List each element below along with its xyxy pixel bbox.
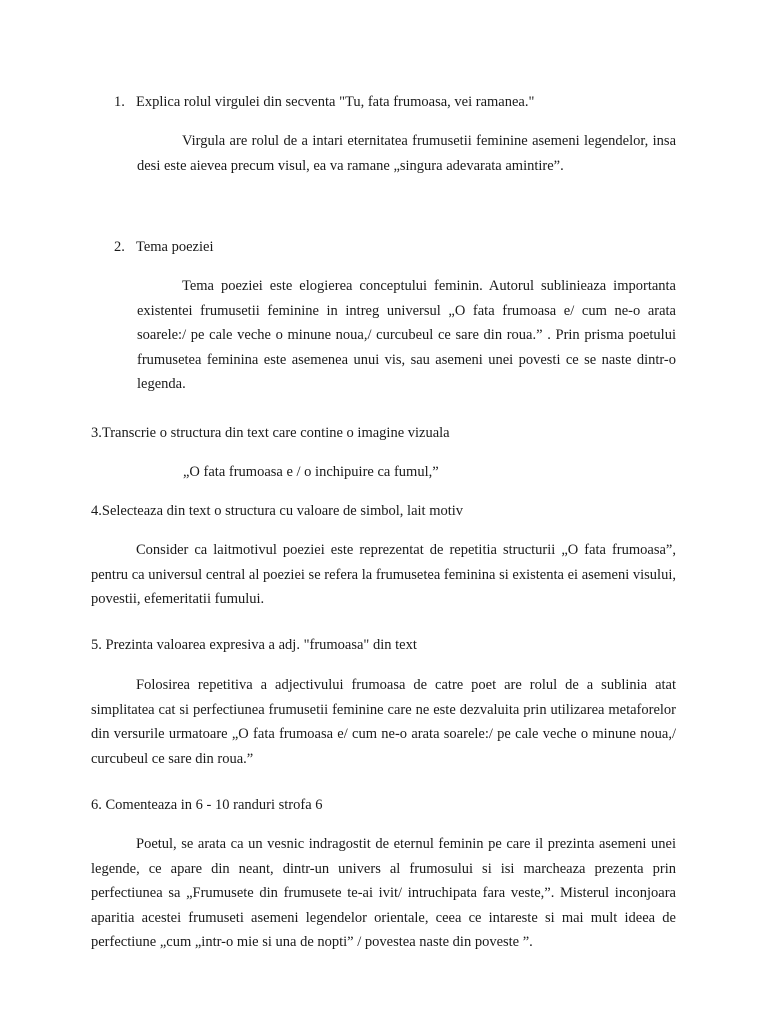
question-2 [114,237,213,257]
answer-4: Consider ca laitmotivul poeziei este reprezentat de repetitia structurii „O fata frumoasa”, pentru ca universul central al poeziei se refera la frumusetea feminina si existenta ei asemeni visului, povestii, efemeritatii fumului. [91,542,676,608]
answer-1: Virgula are rolul de a intari eternitatea frumusetii feminine asemeni legendelor, insa desi este aievea precum visul, ea va ramane „singura adevarata amintire”. [137,133,676,174]
question-4: 4.Selecteaza din text o structura cu valoare de simbol, lait motiv [91,503,464,519]
question-3: 3.Transcrie o structura din text care contine o imagine vizuala [91,425,450,441]
question-5: 5. Prezinta valoarea expresiva a adj. "frumoasa" din text [91,637,417,653]
question-6: 6. Comenteaza in 6 - 10 randuri strofa 6 [91,797,323,813]
answer-6: Poetul, se arata ca un vesnic indragostit de eternul feminin pe care il prezinta asemeni unei legende, ce apare din neant, dintr-un univers al frumosului si isi marcheaza prezenta prin perfectiunea sa „Frumusete din frumusete te-ai ivit/ intruchipata fara veste,”. Misterul inconjoara aparitia acestei frumuseti asemeni legendelor orientale, ceea ce intareste si mai mult ideea de perfectiune „cum „intr-o mie si una de nopti” / povestea naste din poveste ”. [91,836,676,951]
question-2-text: Tema poeziei [136,239,214,255]
question-1-text: Explica rolul virgulei din secventa "Tu, fata frumoasa, vei ramanea." [136,94,535,110]
question-2-number: 2. [114,239,125,255]
question-1 [114,92,534,112]
question-1-number: 1. [114,94,125,110]
answer-2: Tema poeziei este elogierea conceptului feminin. Autorul sublinieaza importanta existentei frumusetii feminine in intreg universul „O fata frumoasa e/ cum ne-o arata soarele:/ pe cale veche o minune noua,/ curcubeul ce sare din roua.” . Prin prisma poetului frumusetea feminina este asemenea unui vis, sau asemeni unei povesti ce se naste dintr-o legenda. [137,278,676,393]
answer-5: Folosirea repetitiva a adjectivului frumoasa de catre poet are rolul de a sublinia atat simplitatea cat si perfectiunea frumusetii feminine care ne este dezvaluita prin utilizarea metaforelor din versurile urmatoare „O fata frumoasa e/ cum ne-o arata soarele:/ pe cale veche o minune noua,/ curcubeul ce sare din roua.” [91,677,676,767]
answer-3: „O fata frumoasa e / o inchipuire ca fumul,” [183,464,439,480]
